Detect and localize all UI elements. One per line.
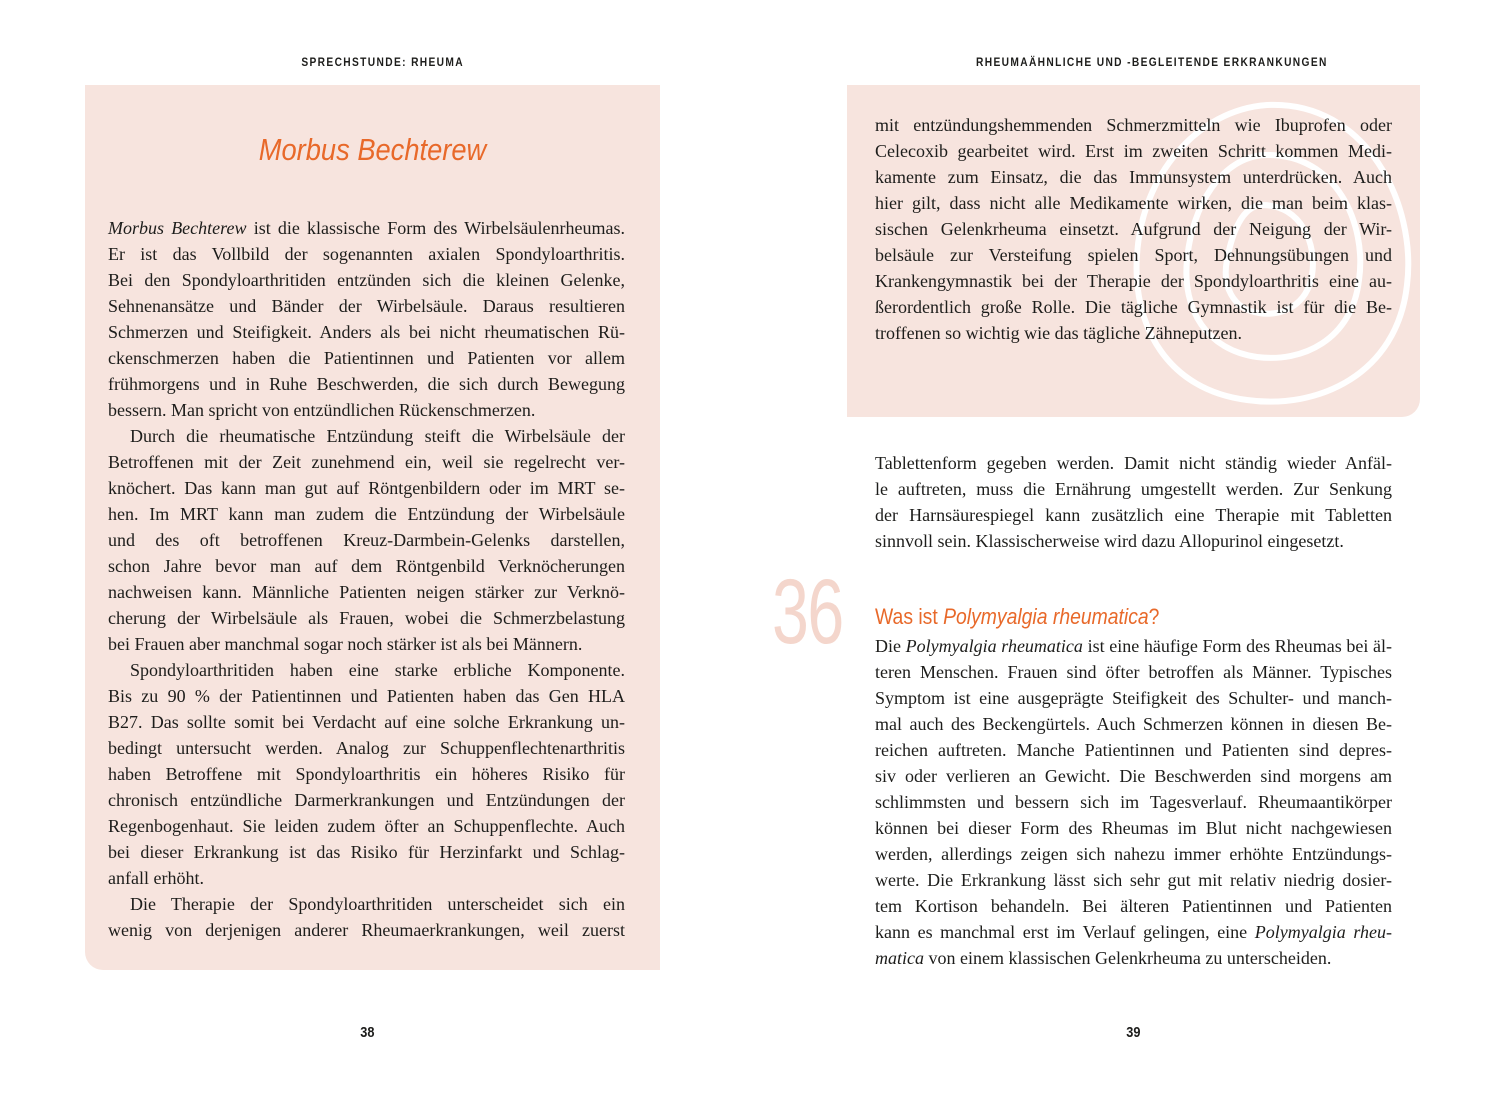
text-line <box>875 320 1392 346</box>
text-segment: und des oft betroffenen Kreuz-Darmbein-Gelenks darstellen, <box>108 530 625 550</box>
text-line <box>108 553 625 579</box>
text-segment: Durch die rheumatische Entzündung steift die Wirbelsäule der <box>130 426 625 446</box>
text-line <box>108 839 625 865</box>
right-box-text <box>875 112 1392 346</box>
text-line <box>875 867 1392 893</box>
text-line <box>108 345 625 371</box>
text-line <box>875 945 1392 971</box>
italic-term: matica <box>875 948 924 968</box>
text-line <box>108 501 625 527</box>
text-segment: Die Therapie der Spondyloarthritiden unterscheidet sich ein <box>130 894 625 914</box>
text-segment: anfall erhöht. <box>108 868 204 888</box>
text-segment: knöchert. Das kann man gut auf Röntgenbildern oder im MRT se- <box>108 478 625 498</box>
text-line <box>875 659 1392 685</box>
text-segment: werden, allerdings zeigen sich nahezu immer erhöhte Entzündungs- <box>875 844 1392 864</box>
text-segment: bessern. Man spricht von entzündlichen Rückenschmerzen. <box>108 400 536 420</box>
running-head-right: RHEUMAÄHNLICHE UND -BEGLEITENDE ERKRANKUNGEN <box>976 55 1328 69</box>
text-segment: le auftreten, muss die Ernährung umgestellt werden. Zur Senkung <box>875 479 1392 499</box>
text-segment: frühmorgens und in Ruhe Beschwerden, die sich durch Bewegung <box>108 374 625 394</box>
text-line <box>108 709 625 735</box>
section-title: Morbus Bechterew <box>258 132 487 167</box>
text-line <box>875 633 1392 659</box>
text-line <box>875 711 1392 737</box>
text-line <box>875 528 1392 554</box>
text-line <box>108 371 625 397</box>
text-line <box>108 423 625 449</box>
text-line <box>875 763 1392 789</box>
text-line <box>875 815 1392 841</box>
text-line <box>108 683 625 709</box>
text-segment: bedingt untersucht werden. Analog zur Schuppenflechtenarthritis <box>108 738 625 758</box>
text-line <box>875 268 1392 294</box>
text-segment: mit entzündungshemmenden Schmerzmitteln wie Ibuprofen oder <box>875 115 1392 135</box>
text-line <box>108 267 625 293</box>
text-segment: Spondyloarthritiden haben eine starke erbliche Komponente. <box>130 660 625 680</box>
text-line <box>108 241 625 267</box>
text-segment: sischen Gelenkrheuma einsetzt. Aufgrund der Neigung der Wir- <box>875 219 1392 239</box>
text-segment: teren Menschen. Frauen sind öfter betroffen als Männer. Typisches <box>875 662 1392 682</box>
text-line <box>875 789 1392 815</box>
text-segment: Sehnenansätze und Bänder der Wirbelsäule. Daraus resultieren <box>108 296 625 316</box>
text-segment: belsäule zur Versteifung spielen Sport, Dehnungsübungen und <box>875 245 1392 265</box>
text-segment: kamente zum Einsatz, die das Immunsystem unterdrücken. Auch <box>875 167 1392 187</box>
heading-prefix: Was ist <box>875 604 944 629</box>
text-segment: können bei dieser Form des Rheumas im Blut nicht nachgewiesen <box>875 818 1392 838</box>
left-body-text <box>108 215 625 943</box>
text-line <box>108 813 625 839</box>
text-line <box>108 449 625 475</box>
text-segment: bei dieser Erkrankung ist das Risiko für Herzinfarkt und Schlag- <box>108 842 625 862</box>
text-segment: siv oder verlieren an Gewicht. Die Beschwerden sind morgens am <box>875 766 1392 786</box>
text-segment: ist die klassische Form des Wirbelsäulenrheumas. <box>246 218 625 238</box>
running-head-left: SPRECHSTUNDE: RHEUMA <box>301 55 464 69</box>
text-segment: nachweisen kann. Männliche Patienten neigen stärker zur Verknö- <box>108 582 625 602</box>
italic-term: Polymyalgia rheumatica <box>905 636 1083 656</box>
text-segment: Schmerzen und Steifigkeit. Anders als bei nicht rheumatischen Rü- <box>108 322 625 342</box>
text-line <box>108 475 625 501</box>
text-line <box>108 215 625 241</box>
text-segment: tem Kortison behandeln. Bei älteren Patientinnen und Patienten <box>875 896 1392 916</box>
text-line <box>108 319 625 345</box>
italic-term: Morbus Bechterew <box>108 218 247 238</box>
text-segment: Die <box>875 636 906 656</box>
text-segment: ckenschmerzen haben die Patientinnen und Patienten vor allem <box>108 348 625 368</box>
question-heading <box>875 604 1159 630</box>
text-line <box>875 294 1392 320</box>
text-segment: Regenbogenhaut. Sie leiden zudem öfter an Schuppenflechte. Auch <box>108 816 625 836</box>
text-segment: bei Frauen aber manchmal sogar noch stärker ist als bei Männern. <box>108 634 583 654</box>
text-segment: von einem klassischen Gelenkrheuma zu unterscheiden. <box>924 948 1332 968</box>
text-line <box>108 891 625 917</box>
text-line <box>108 605 625 631</box>
text-segment: Bis zu 90 % der Patientinnen und Patienten haben das Gen HLA <box>108 686 625 706</box>
text-segment: cherung der Wirbelsäule als Frauen, wobei die Schmerzbelastung <box>108 608 625 628</box>
text-line <box>875 919 1392 945</box>
text-line <box>875 112 1392 138</box>
text-segment: Krankengymnastik bei der Therapie der Spondyloarthritis eine au- <box>875 271 1392 291</box>
text-line <box>875 190 1392 216</box>
text-segment: ist eine häufige Form des Rheumas bei äl- <box>1082 636 1392 656</box>
text-line <box>875 685 1392 711</box>
text-line <box>108 787 625 813</box>
text-segment: haben Betroffene mit Spondyloarthritis ein höheres Risiko für <box>108 764 625 784</box>
text-segment: Betroffenen mit der Zeit zunehmend ein, weil sie regelrecht ver- <box>108 452 625 472</box>
text-line <box>875 216 1392 242</box>
question-number: 36 <box>772 561 843 663</box>
text-segment: werte. Die Erkrankung lässt sich sehr gut mit relativ niedrig dosier- <box>875 870 1392 890</box>
text-line <box>108 527 625 553</box>
text-segment: der Harnsäurespiegel kann zusätzlich eine Therapie mit Tabletten <box>875 505 1392 525</box>
text-segment: mal auch des Beckengürtels. Auch Schmerzen können in diesen Be- <box>875 714 1392 734</box>
text-segment: kann es manchmal erst im Verlauf gelingen, eine <box>875 922 1255 942</box>
text-line <box>108 631 625 657</box>
text-line <box>875 893 1392 919</box>
text-line <box>108 293 625 319</box>
page-number-left: 38 <box>360 1024 375 1041</box>
text-line <box>875 737 1392 763</box>
text-segment: Tablettenform gegeben werden. Damit nicht ständig wieder Anfäl- <box>875 453 1392 473</box>
answer-body-text <box>875 633 1392 971</box>
heading-suffix: ? <box>1148 604 1160 629</box>
text-segment: ßerordentlich große Rolle. Die tägliche Gymnastik ist für die Be- <box>875 297 1392 317</box>
text-segment: troffenen so wichtig wie das tägliche Zähneputzen. <box>875 323 1243 343</box>
page-number-right: 39 <box>1126 1024 1141 1041</box>
text-segment: Bei den Spondyloarthritiden entzünden sich die kleinen Gelenke, <box>108 270 625 290</box>
text-segment: schlimmsten und bessern sich im Tagesverlauf. Rheumaantikörper <box>875 792 1392 812</box>
text-segment: B27. Das sollte somit bei Verdacht auf eine solche Erkrankung un- <box>108 712 625 732</box>
italic-term: Polymyalgia rheu- <box>1254 922 1392 942</box>
text-line <box>875 450 1392 476</box>
text-line <box>108 657 625 683</box>
text-segment: Celecoxib gearbeitet wird. Erst im zweiten Schritt kommen Medi- <box>875 141 1392 161</box>
text-line <box>108 397 625 423</box>
text-line <box>875 164 1392 190</box>
text-segment: hen. Im MRT kann man zudem die Entzündung der Wirbelsäule <box>108 504 625 524</box>
text-line <box>108 735 625 761</box>
text-segment: sinnvoll sein. Klassischerweise wird dazu Allopurinol eingesetzt. <box>875 531 1344 551</box>
heading-italic: Polymyalgia rheumatica <box>943 604 1149 629</box>
text-line <box>875 242 1392 268</box>
text-segment: chronisch entzündliche Darmerkrankungen und Entzündungen der <box>108 790 625 810</box>
text-line <box>875 138 1392 164</box>
text-line <box>108 579 625 605</box>
text-segment: Er ist das Vollbild der sogenannten axialen Spondyloarthritis. <box>108 244 625 264</box>
text-line <box>875 841 1392 867</box>
text-line <box>875 502 1392 528</box>
text-line <box>108 917 625 943</box>
text-segment: schon Jahre bevor man auf dem Röntgenbild Verknöcherungen <box>108 556 625 576</box>
text-line <box>875 476 1392 502</box>
text-segment: reichen auftreten. Manche Patientinnen und Patienten sind depres- <box>875 740 1392 760</box>
right-body-text <box>875 450 1392 554</box>
text-segment: wenig von derjenigen anderer Rheumaerkrankungen, weil zuerst <box>108 920 625 940</box>
text-segment: hier gilt, dass nicht alle Medikamente wirken, die man beim klas- <box>875 193 1392 213</box>
text-segment: Symptom ist eine ausgeprägte Steifigkeit des Schulter- und manch- <box>875 688 1392 708</box>
text-line <box>108 761 625 787</box>
text-line <box>108 865 625 891</box>
